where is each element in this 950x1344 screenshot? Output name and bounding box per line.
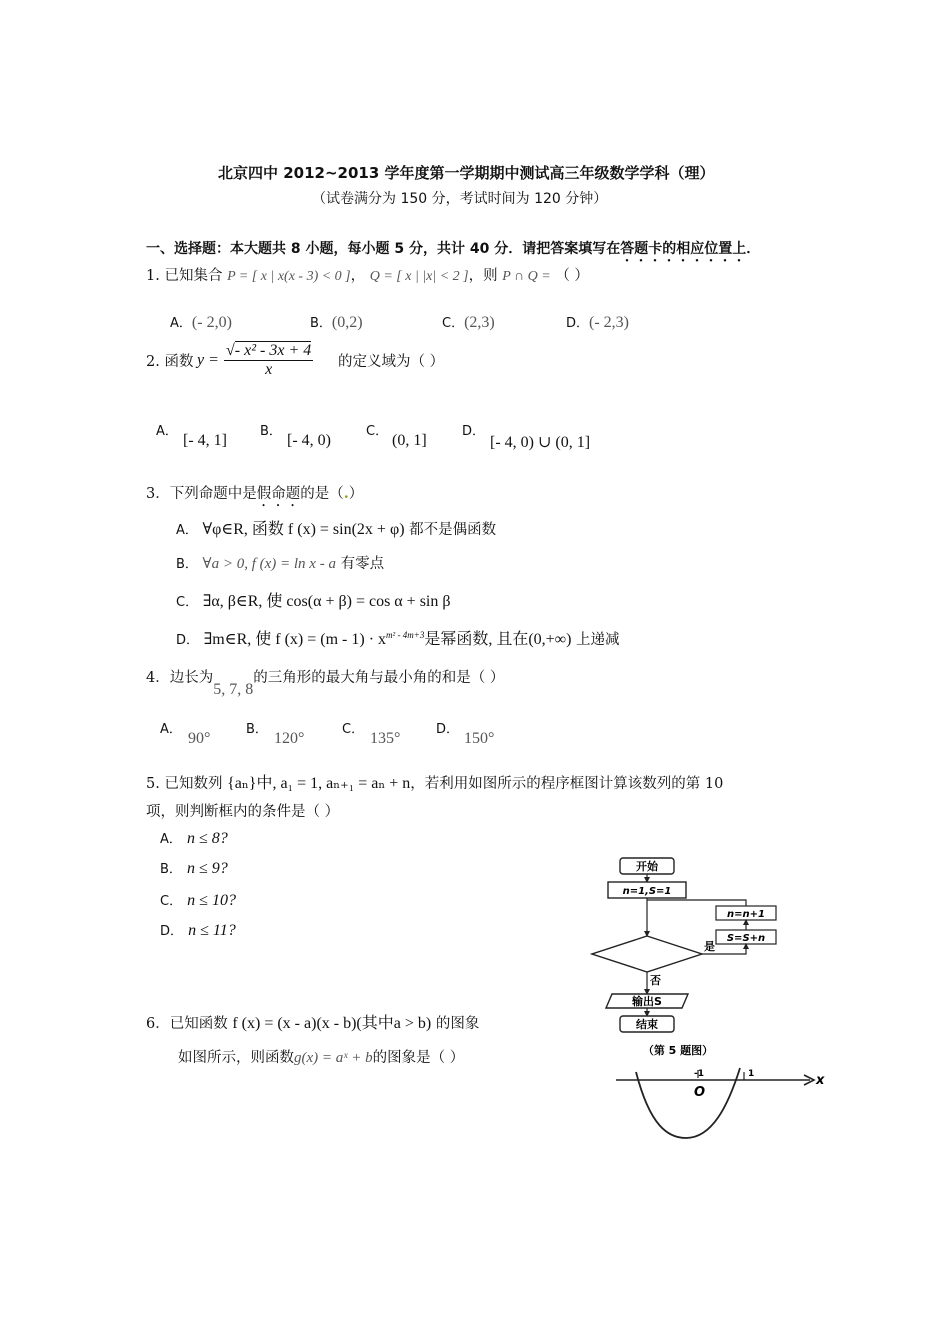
option-math-2: 是幂函数, 且在(0,+∞) <box>424 631 572 648</box>
flow-sum-text: S=S+n <box>726 933 766 944</box>
q1-set-q: Q = [ x | |x| < 2 ] <box>369 269 469 284</box>
option-label: B． <box>246 722 268 737</box>
q2-prefix: 2. 函数 <box>146 354 194 370</box>
q2-option-a-value: [- 4, 1] <box>183 432 227 449</box>
q2-numerator: √- x² - 3x + 4 <box>226 342 312 359</box>
q2-y: y = <box>197 351 219 369</box>
q6-line2 <box>178 1046 464 1067</box>
option-value: n ≤ 8? <box>187 830 228 847</box>
q6-line2-math: g(x) = aˣ + b <box>294 1050 373 1066</box>
q4-option-b <box>246 718 268 737</box>
option-label: B． <box>310 316 332 331</box>
q4-option-c-value: 135° <box>370 730 401 747</box>
question-4 <box>146 666 505 698</box>
page-subtitle: （试卷满分为 150 分，考试时间为 120 分钟） <box>312 191 608 207</box>
q3-dot-mark: . <box>343 485 349 502</box>
q1-answer-paren: （ ） <box>555 268 589 284</box>
option-label: A． <box>176 523 198 538</box>
parabola-graph <box>610 1066 830 1150</box>
flow-yes-label: 是 <box>704 940 715 953</box>
q3-option-d <box>176 626 620 649</box>
q4-option-b-value: 120° <box>274 730 305 747</box>
option-math: ∀φ∈R, 函数 f (x) = sin(2x + φ) <box>202 521 405 538</box>
q6-line2-suffix: 的图象是（ ） <box>372 1050 465 1066</box>
q2-formula <box>197 342 313 379</box>
option-label: B． <box>260 424 282 439</box>
option-label: C． <box>176 595 199 610</box>
option-text: 都不是偶函数 <box>409 522 497 538</box>
q4-option-a-value: 90° <box>188 730 211 747</box>
q2-option-a <box>156 420 178 439</box>
q5-option-a <box>160 828 228 848</box>
option-label: C． <box>366 424 389 439</box>
q2-option-c-value: (0, 1] <box>392 432 427 449</box>
q5-option-c <box>160 890 236 910</box>
option-value: (- 2,3) <box>589 314 629 331</box>
q1-option-a <box>170 312 232 332</box>
section-heading-dotted: 答题卡的相应位置上 <box>620 241 747 257</box>
page-title: 北京四中 2012~2013 学年度第一学期期中测试高三年级数学学科（理） <box>218 164 715 182</box>
option-label: C． <box>160 894 183 909</box>
section-heading-main: 一、选择题：本大题共 8 小题，每小题 5 分，共计 40 分．请把答案填写在 <box>146 241 621 257</box>
option-value: (- 2,0) <box>191 314 232 331</box>
option-math: ∀a > 0, f (x) = ln x - a <box>202 556 336 572</box>
question-5 <box>146 770 723 793</box>
q4-suffix: 的三角形的最大角与最小角的和是（ ） <box>253 670 505 686</box>
flow-no-label: 否 <box>650 974 661 987</box>
option-value: n ≤ 9? <box>187 860 228 877</box>
q2-option-c <box>366 420 388 439</box>
option-value: n ≤ 10? <box>187 892 236 909</box>
flowchart-figure <box>590 852 790 1062</box>
q6-suffix: 的图象 <box>435 1016 480 1032</box>
q2-option-b <box>260 420 282 439</box>
option-math: ∃α, β∈R, 使 cos(α + β) = cos α + sin β <box>202 593 451 610</box>
q5-suffix: ，若利用如图所示的程序框图计算该数列的第 10 <box>410 776 724 792</box>
q2-option-b-value: [- 4, 0) <box>287 432 331 449</box>
tick-neg-one: -1 <box>694 1069 704 1079</box>
q1-option-c <box>442 312 495 332</box>
flow-init-text: n=1,S=1 <box>622 886 672 897</box>
q3-prefix: 3．下列命题中是 <box>146 486 257 502</box>
q5-option-b <box>160 858 228 878</box>
q6-line2-prefix: 如图所示，则函数 <box>178 1050 294 1066</box>
option-text: 有零点 <box>340 556 385 572</box>
q3-option-b <box>176 552 384 573</box>
q1-prefix: 1. 已知集合 <box>146 268 223 284</box>
q4-option-d <box>436 718 459 737</box>
x-axis-label: x <box>816 1073 825 1088</box>
question-2 <box>146 350 193 371</box>
option-exponent: m² - 4m+3 <box>386 630 425 641</box>
flow-decision-diamond <box>592 936 702 972</box>
q6-math: f (x) = (x - a)(x - b)(其中a > b) <box>232 1015 432 1032</box>
q1-sep2: ，则 <box>468 268 498 284</box>
option-label: B． <box>176 557 198 572</box>
option-label: A． <box>156 424 178 439</box>
q5-line2: 项，则判断框内的条件是（ ） <box>146 804 340 820</box>
option-math: ∃m∈R, 使 f (x) = (m - 1) · x <box>203 631 387 648</box>
q2-denominator: x <box>265 361 273 378</box>
q6-prefix: 6．已知函数 <box>146 1016 228 1032</box>
q2-option-d-value: [- 4, 0) ∪ (0, 1] <box>490 434 591 451</box>
q4-option-d-value: 150° <box>464 730 495 747</box>
q3-suffix: 的是（ <box>300 486 344 502</box>
q4-prefix: 4．边长为 <box>146 670 214 686</box>
q2-fraction <box>224 342 313 379</box>
option-label: C． <box>442 316 465 331</box>
option-label: A． <box>160 722 182 737</box>
option-label: A． <box>160 832 182 847</box>
option-value: (0,2) <box>331 314 363 331</box>
question-6 <box>146 1010 479 1033</box>
q3-option-a <box>176 516 496 539</box>
option-value: (2,3) <box>464 314 495 331</box>
q5-option-d <box>160 920 236 940</box>
option-label: D． <box>436 722 460 737</box>
tick-one: 1 <box>748 1069 755 1079</box>
q4-option-c <box>342 718 364 737</box>
section-heading <box>146 238 760 265</box>
q4-option-a <box>160 718 182 737</box>
option-label: D． <box>566 316 590 331</box>
option-label: D． <box>176 633 200 648</box>
flow-end-text: 结束 <box>636 1018 658 1031</box>
q2-radicand: - x² - 3x + 4 <box>234 342 312 359</box>
option-label: A． <box>170 316 192 331</box>
option-text: 上递减 <box>576 632 620 648</box>
q4-sides: 5, 7, 8 <box>213 681 254 698</box>
option-label: D． <box>160 924 184 939</box>
flow-output-text: 输出S <box>632 995 662 1008</box>
q1-set-p: P = [ x | x(x - 3) < 0 ] <box>227 269 351 284</box>
flow-start-text: 开始 <box>636 860 658 873</box>
q5-prefix: 5. 已知数列 <box>146 776 223 792</box>
origin-label: O <box>694 1085 706 1100</box>
q3-dotted: 假命题 <box>256 486 301 502</box>
q2-option-d <box>462 420 485 439</box>
option-label: D． <box>462 424 486 439</box>
section-heading-end: ． <box>746 241 761 257</box>
option-label: B． <box>160 862 182 877</box>
q1-option-b <box>310 312 363 332</box>
q3-option-c <box>176 588 451 611</box>
q3-close: ） <box>348 486 364 502</box>
flow-increment-text: n=n+1 <box>727 909 765 920</box>
option-label: C． <box>342 722 365 737</box>
flow-caption: （第 5 题图） <box>642 1044 714 1057</box>
question-1 <box>146 264 589 285</box>
q1-sep1: ， <box>350 268 366 284</box>
q5-math: {aₙ}中, a₁ = 1, aₙ₊₁ = aₙ + n <box>227 775 411 792</box>
question-3 <box>146 482 363 510</box>
parabola-curve <box>636 1068 740 1138</box>
q1-option-d <box>566 312 629 332</box>
q1-intersection: P ∩ Q = <box>502 269 551 284</box>
option-value: n ≤ 11? <box>188 922 236 939</box>
q2-suffix: 的定义域为（ ） <box>338 354 445 370</box>
